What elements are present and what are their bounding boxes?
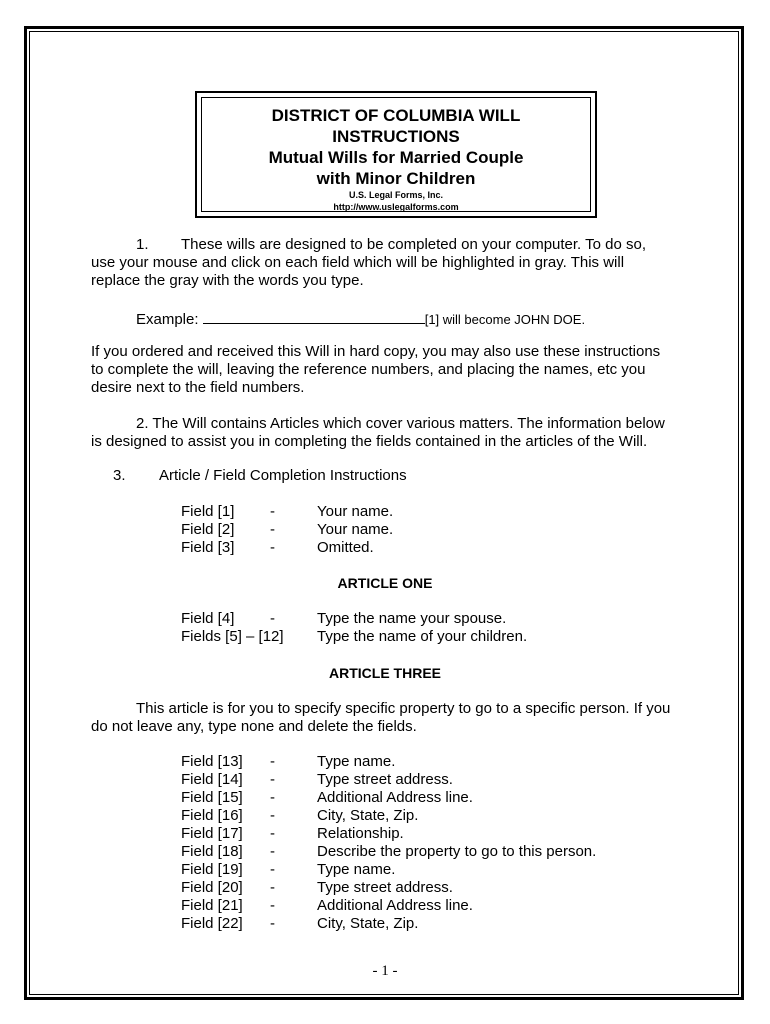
field-row: Field [19] - Type name. [181,861,396,878]
hardcopy-line1: If you ordered and received this Will in hard copy, you may also use these instructions [91,343,661,360]
article-three-intro-line2: do not leave any, type none and delete the fields. [91,718,417,735]
section3-number: 3. [113,467,126,484]
example-line [136,309,585,329]
example-label: Example: [136,311,199,328]
field-row: Field [14] - Type street address. [181,771,453,788]
para1-line1: These wills are designed to be completed on your computer. To do so, [181,236,646,253]
example-blank [203,309,425,324]
article-three-intro-line1: This article is for you to specify specific property to go to a specific person. If you [136,700,671,717]
field-row: Field [15] - Additional Address line. [181,789,473,806]
title-line2: INSTRUCTIONS [332,127,460,146]
field-row: Field [16] - City, State, Zip. [181,807,419,824]
field-row: Field [2] - Your name. [181,521,394,538]
field-row: Field [3] - Omitted. [181,539,374,556]
para1-line2: use your mouse and click on each field which will be highlighted in gray. This will [91,254,625,271]
title-box [201,97,591,212]
hardcopy-line3: desire next to the field numbers. [91,379,305,396]
field-row: Field [18] - Describe the property to go to this person. [181,843,597,860]
example-suffix: [1] will become JOHN DOE. [424,312,586,327]
company-name: U.S. Legal Forms, Inc. [348,190,444,200]
para2-line1: 2. The Will contains Articles which cover various matters. The information below [136,415,665,432]
field-row: Field [13] - Type name. [181,753,396,770]
title-line1: DISTRICT OF COLUMBIA WILL [271,106,521,125]
para1-number: 1. [136,236,149,253]
page-number: - 1 - [372,963,398,979]
title-line3: Mutual Wills for Married Couple [268,148,524,167]
field-row: Field [21] - Additional Address line. [181,897,473,914]
field-row: Field [17] - Relationship. [181,825,404,842]
hardcopy-line2: to complete the will, leaving the reference numbers, and placing the names, etc you [91,361,646,378]
field-row: Field [1] - Your name. [181,503,394,520]
para2-line2: is designed to assist you in completing the fields contained in the articles of the Will. [91,433,648,450]
section3-heading: Article / Field Completion Instructions [159,467,407,484]
field-row: Field [4] - Type the name your spouse. [181,610,507,627]
field-row: Fields [5] – [12] Type the name of your children. [181,628,528,645]
para1-line3: replace the gray with the words you type. [91,272,364,289]
field-row: Field [22] - City, State, Zip. [181,915,419,932]
title-line4: with Minor Children [316,169,476,188]
article-three-heading: ARTICLE THREE [329,665,441,681]
field-row: Field [20] - Type street address. [181,879,453,896]
company-url[interactable]: http://www.uslegalforms.com [333,202,459,212]
article-one-heading: ARTICLE ONE [337,575,433,591]
